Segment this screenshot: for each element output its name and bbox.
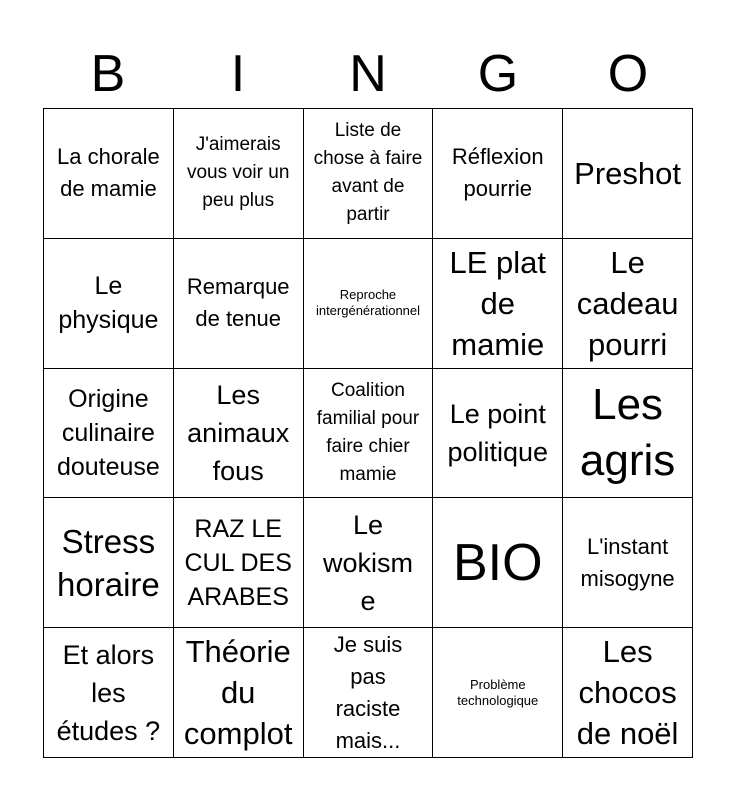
bingo-cell[interactable] xyxy=(174,239,304,369)
bingo-cell-label: Coalition familial pour faire chier mamie xyxy=(316,379,420,485)
bingo-cell[interactable] xyxy=(174,109,304,239)
header-letter-o: O xyxy=(607,45,649,103)
header-letter-g: G xyxy=(477,45,519,103)
bingo-header xyxy=(43,40,693,108)
header-letter-i: I xyxy=(230,45,246,103)
bingo-cell[interactable] xyxy=(304,628,434,758)
header-letter-n: N xyxy=(349,45,387,103)
bingo-cell[interactable] xyxy=(563,369,693,499)
bingo-cell-label: Liste de chose à faire avant de partir xyxy=(313,120,423,226)
bingo-cell-label: Théorie du complot xyxy=(183,634,293,752)
bingo-cell-label: Remarque de tenue xyxy=(186,274,290,332)
bingo-grid xyxy=(43,108,693,758)
bingo-cell-label: J'aimerais vous voir un peu plus xyxy=(186,134,290,212)
bingo-cell-label: Le cadeau pourri xyxy=(576,244,679,362)
bingo-cell-label: Les chocos de noël xyxy=(576,634,679,752)
bingo-cell[interactable] xyxy=(44,109,174,239)
bingo-cell-label: Problème technologique xyxy=(457,676,539,708)
bingo-cell-label: L'instant misogyne xyxy=(580,533,675,591)
bingo-cell-label: Preshot xyxy=(574,155,682,191)
bingo-cell[interactable] xyxy=(174,498,304,628)
bingo-cell-label: La chorale de mamie xyxy=(57,144,160,202)
bingo-cell[interactable] xyxy=(304,239,434,369)
bingo-cell-label: LE plat de mamie xyxy=(449,244,547,362)
bingo-cell[interactable] xyxy=(44,628,174,758)
bingo-cell-label: Le physique xyxy=(58,272,159,335)
bingo-cell[interactable] xyxy=(433,239,563,369)
bingo-cell-label: Les agris xyxy=(579,379,676,485)
bingo-cell[interactable] xyxy=(563,239,693,369)
header-letter-b: B xyxy=(90,45,126,103)
bingo-cell-label: Réflexion pourrie xyxy=(451,144,544,202)
bingo-cell[interactable] xyxy=(563,628,693,758)
bingo-cell-label: Le point politique xyxy=(447,398,549,467)
bingo-cell[interactable] xyxy=(433,369,563,499)
bingo-cell-label: Reproche intergénérationnel xyxy=(315,287,421,319)
bingo-cell-label: Les animaux fous xyxy=(187,379,290,486)
bingo-cell[interactable] xyxy=(433,628,563,758)
bingo-cell[interactable] xyxy=(304,369,434,499)
bingo-cell[interactable] xyxy=(563,498,693,628)
bingo-cell-label: Stress horaire xyxy=(57,522,160,603)
bingo-cell[interactable] xyxy=(304,109,434,239)
bingo-cell[interactable] xyxy=(433,109,563,239)
bingo-cell-label: RAZ LE CUL DES ARABES xyxy=(184,514,292,611)
bingo-cell[interactable] xyxy=(433,498,563,628)
bingo-cell-label: Origine culinaire douteuse xyxy=(56,384,160,481)
bingo-cell-label: Le wokisme xyxy=(322,509,413,616)
bingo-cell-label: Et alors les études ? xyxy=(56,639,161,746)
bingo-cell[interactable] xyxy=(44,239,174,369)
bingo-cell[interactable] xyxy=(304,498,434,628)
bingo-cell[interactable] xyxy=(44,498,174,628)
bingo-cell[interactable] xyxy=(174,628,304,758)
bingo-cell-label: BIO xyxy=(453,533,543,592)
bingo-cell[interactable] xyxy=(563,109,693,239)
bingo-cell[interactable] xyxy=(174,369,304,499)
bingo-cell-label: Je suis pas raciste mais... xyxy=(333,631,403,753)
bingo-cell[interactable] xyxy=(44,369,174,499)
